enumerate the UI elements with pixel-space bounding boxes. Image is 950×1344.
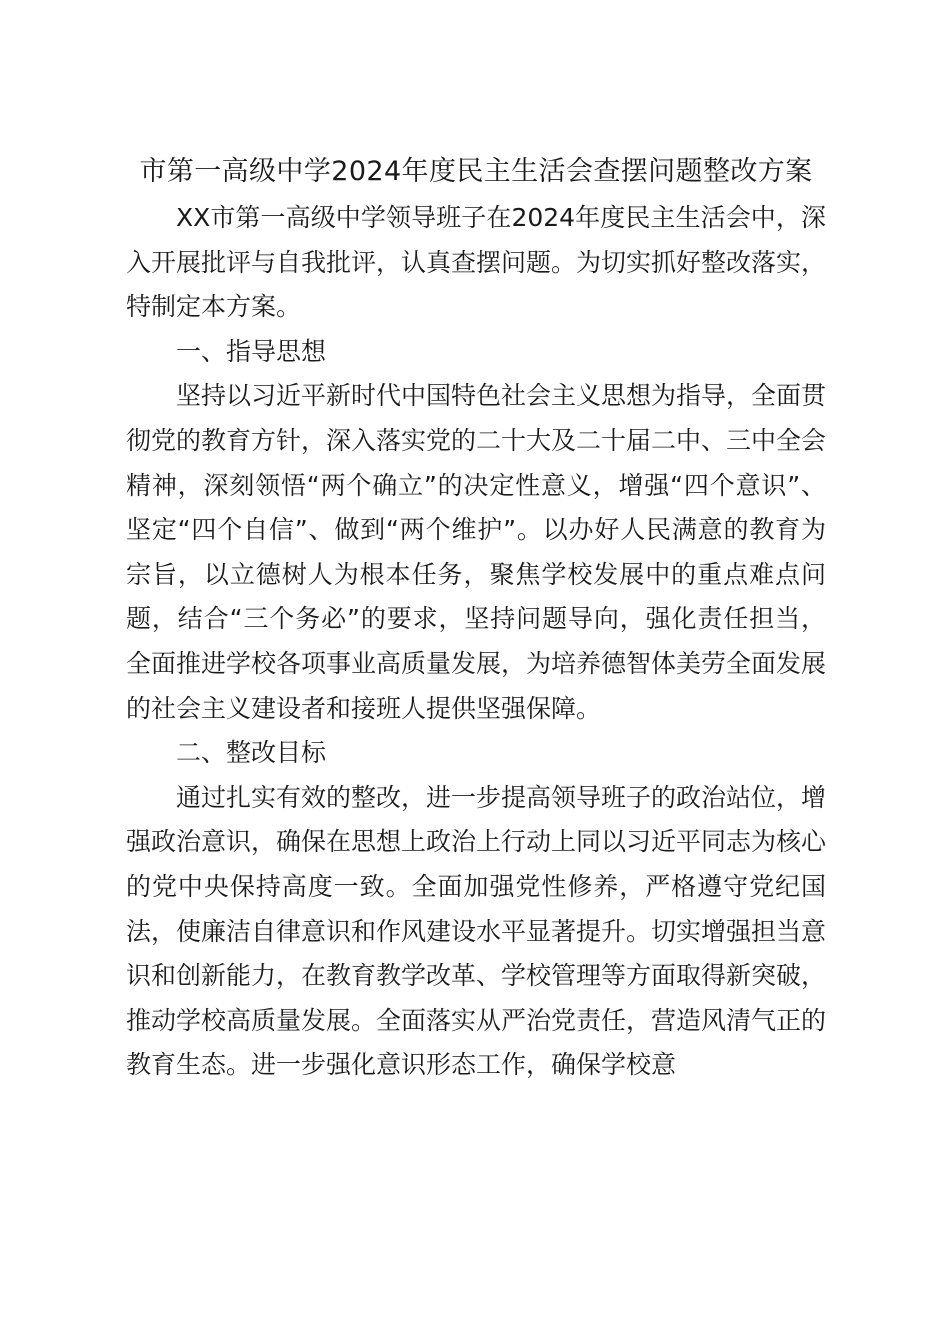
- section-heading-guiding-ideology: 一、指导思想: [176, 336, 327, 366]
- document-title: 市第一高级中学2024年度民主生活会查摆问题整改方案: [139, 156, 813, 187]
- section-body-guiding-ideology: 坚持以习近平新时代中国特色社会主义思想为指导，全面贯彻党的教育方针，深入落实党的二十大及二十届二中、三中全会精神，深刻领悟“两个确立”的决定性意义，增强“四个意识”、坚定“四个自信”、做到“两个维护”。以办好人民满意的教育为宗旨，以立德树人为根本任务，聚焦学校发展中的重点难点问题，结合“三个务必”的要求，坚持问题导向，强化责任担当，全面推进学校各项事业高质量发展，为培养德智体美劳全面发展的社会主义建设者和接班人提供坚强保障。: [126, 381, 827, 723]
- intro-paragraph: XX市第一高级中学领导班子在2024年度民主生活会中，深入开展批评与自我批评，认真查摆问题。为切实抓好整改落实，特制定本方案。: [126, 203, 827, 322]
- section-body-rectification-goals: 通过扎实有效的整改，进一步提高领导班子的政治站位，增强政治意识，确保在思想上政治上行动上同以习近平同志为核心的党中央保持高度一致。全面加强党性修养，严格遵守党纪国法，使廉洁自律意识和作风建设水平显著提升。切实增强担当意识和创新能力，在教育教学改革、学校管理等方面取得新突破，推动学校高质量发展。全面落实从严治党责任，营造风清气正的教育生态。进一步强化意识形态工作，确保学校意: [126, 782, 827, 1080]
- section-heading-rectification-goals: 二、整改目标: [176, 738, 327, 768]
